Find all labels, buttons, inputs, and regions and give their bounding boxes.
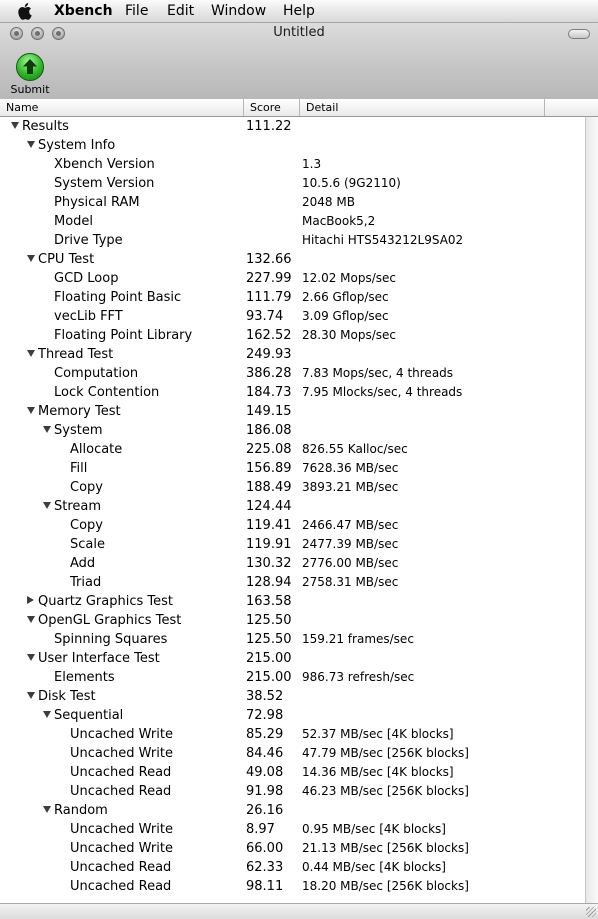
row-score: 111.79	[246, 290, 292, 305]
row-detail: 986.73 refresh/sec	[302, 670, 415, 684]
table-row[interactable]	[0, 820, 585, 839]
row-name: Spinning Squares	[54, 632, 168, 647]
table-row[interactable]	[0, 193, 585, 212]
table-row[interactable]	[0, 288, 585, 307]
table-row[interactable]	[0, 649, 585, 668]
table-row[interactable]	[0, 554, 585, 573]
menu-app-xbench[interactable]: Xbench	[54, 3, 113, 19]
row-detail: 159.21 frames/sec	[302, 632, 414, 646]
row-name: Elements	[54, 670, 115, 685]
row-name: Disk Test	[38, 689, 96, 704]
row-name: Sequential	[54, 708, 124, 723]
resize-grip-icon[interactable]	[586, 907, 596, 917]
row-score: 215.00	[246, 651, 292, 666]
column-header-detail[interactable]: Detail	[299, 99, 544, 116]
row-score: 156.89	[246, 461, 292, 476]
row-score: 215.00	[246, 670, 292, 685]
row-name: Computation	[54, 366, 139, 381]
row-name: Floating Point Basic	[54, 290, 182, 305]
row-name: Uncached Write	[70, 746, 173, 761]
row-detail: 2466.47 MB/sec	[302, 518, 399, 532]
row-name: Physical RAM	[54, 195, 140, 210]
row-detail: Hitachi HTS543212L9SA02	[302, 233, 464, 247]
table-row[interactable]	[0, 744, 585, 763]
row-score: 93.74	[246, 309, 284, 324]
row-name: GCD Loop	[54, 271, 119, 286]
row-score: 124.44	[246, 499, 292, 514]
table-row[interactable]	[0, 668, 585, 687]
row-name: Floating Point Library	[54, 328, 193, 343]
row-detail: 1.3	[302, 157, 322, 171]
row-name: System Version	[54, 176, 155, 191]
row-name: vecLib FFT	[54, 309, 123, 324]
table-row[interactable]	[0, 516, 585, 535]
disclosure-open-icon[interactable]	[11, 122, 19, 129]
disclosure-open-icon[interactable]	[27, 255, 35, 262]
table-row[interactable]	[0, 326, 585, 345]
row-name: Uncached Write	[70, 841, 173, 856]
row-detail: 2758.31 MB/sec	[302, 575, 399, 589]
table-row[interactable]	[0, 630, 585, 649]
table-row[interactable]	[0, 212, 585, 231]
disclosure-open-icon[interactable]	[27, 616, 35, 623]
row-name: Uncached Read	[70, 765, 172, 780]
column-header-spacer	[544, 99, 598, 116]
row-score: 149.15	[246, 404, 292, 419]
table-row[interactable]	[0, 801, 585, 820]
row-name: Stream	[54, 499, 102, 514]
row-score: 162.52	[246, 328, 292, 343]
row-score: 386.28	[246, 366, 292, 381]
row-score: 163.58	[246, 594, 292, 609]
table-row[interactable]	[0, 174, 585, 193]
disclosure-closed-icon[interactable]	[27, 596, 34, 604]
row-detail: 0.44 MB/sec [4K blocks]	[302, 860, 446, 874]
disclosure-open-icon[interactable]	[43, 806, 51, 813]
row-name: Add	[70, 556, 96, 571]
row-name: Scale	[70, 537, 105, 552]
row-score: 38.52	[246, 689, 284, 704]
table-row[interactable]	[0, 136, 585, 155]
table-row[interactable]	[0, 231, 585, 250]
row-name: Uncached Read	[70, 879, 172, 894]
row-score: 72.98	[246, 708, 284, 723]
row-score: 85.29	[246, 727, 284, 742]
row-score: 98.11	[246, 879, 284, 894]
table-row[interactable]	[0, 459, 585, 478]
row-score: 188.49	[246, 480, 292, 495]
row-name: Uncached Write	[70, 727, 173, 742]
row-detail: 52.37 MB/sec [4K blocks]	[302, 727, 454, 741]
table-row[interactable]	[0, 687, 585, 706]
row-detail: 12.02 Mops/sec	[302, 271, 397, 285]
row-detail: 3.09 Gflop/sec	[302, 309, 389, 323]
disclosure-open-icon[interactable]	[27, 654, 35, 661]
table-row[interactable]	[0, 364, 585, 383]
row-score: 249.93	[246, 347, 292, 362]
column-header-score[interactable]: Score	[243, 99, 299, 116]
disclosure-open-icon[interactable]	[43, 426, 51, 433]
row-score: 227.99	[246, 271, 292, 286]
row-score: 132.66	[246, 252, 292, 267]
table-row[interactable]	[0, 839, 585, 858]
row-score: 119.41	[246, 518, 292, 533]
row-name: Fill	[70, 461, 88, 476]
row-name: Random	[54, 803, 108, 818]
row-name: Uncached Read	[70, 784, 172, 799]
row-name: Model	[54, 214, 94, 229]
table-row[interactable]	[0, 250, 585, 269]
vertical-scrollbar[interactable]	[585, 117, 598, 903]
row-score: 26.16	[246, 803, 284, 818]
row-name: Quartz Graphics Test	[38, 594, 173, 609]
row-score: 49.08	[246, 765, 284, 780]
table-row[interactable]	[0, 573, 585, 592]
row-name: Allocate	[70, 442, 123, 457]
row-score: 125.50	[246, 632, 292, 647]
table-row[interactable]	[0, 535, 585, 554]
table-row[interactable]	[0, 725, 585, 744]
row-detail: 3893.21 MB/sec	[302, 480, 399, 494]
row-detail: 826.55 Kalloc/sec	[302, 442, 408, 456]
table-row[interactable]	[0, 877, 585, 896]
row-name: OpenGL Graphics Test	[38, 613, 182, 628]
table-row[interactable]	[0, 155, 585, 174]
row-name: Triad	[70, 575, 102, 590]
apple-menu-icon[interactable]	[18, 0, 38, 22]
disclosure-open-icon[interactable]	[27, 350, 35, 357]
table-header	[0, 99, 598, 117]
table-row[interactable]	[0, 592, 585, 611]
disclosure-open-icon[interactable]	[27, 141, 35, 148]
table-row[interactable]	[0, 763, 585, 782]
row-score: 128.94	[246, 575, 292, 590]
row-name: Drive Type	[54, 233, 123, 248]
disclosure-open-icon[interactable]	[27, 407, 35, 414]
menu-window[interactable]: Window	[211, 3, 267, 19]
table-row[interactable]	[0, 117, 585, 136]
window-toolbar	[0, 23, 598, 100]
row-name: Copy	[70, 518, 103, 533]
row-name: Memory Test	[38, 404, 121, 419]
table-row[interactable]	[0, 307, 585, 326]
row-name: System	[54, 423, 103, 438]
row-detail: 7628.36 MB/sec	[302, 461, 399, 475]
row-name: Uncached Read	[70, 860, 172, 875]
table-row[interactable]	[0, 383, 585, 402]
row-detail: 18.20 MB/sec [256K blocks]	[302, 879, 469, 893]
row-name: Thread Test	[38, 347, 114, 362]
row-detail: MacBook5,2	[302, 214, 376, 228]
column-header-name[interactable]: Name	[6, 101, 39, 114]
menu-bar	[0, 0, 598, 23]
table-row[interactable]	[0, 858, 585, 877]
submit-button[interactable]	[8, 53, 52, 97]
table-row[interactable]	[0, 497, 585, 516]
row-score: 111.22	[246, 119, 292, 134]
row-detail: 47.79 MB/sec [256K blocks]	[302, 746, 469, 760]
row-detail: 7.83 Mops/sec, 4 threads	[302, 366, 454, 380]
disclosure-open-icon[interactable]	[43, 502, 51, 509]
toolbar-toggle-button[interactable]	[568, 29, 590, 39]
row-name: Results	[22, 119, 69, 134]
table-row[interactable]	[0, 478, 585, 497]
row-detail: 14.36 MB/sec [4K blocks]	[302, 765, 454, 779]
row-score: 8.97	[246, 822, 275, 837]
row-name: Lock Contention	[54, 385, 160, 400]
row-name: Uncached Write	[70, 822, 173, 837]
table-row[interactable]	[0, 402, 585, 421]
disclosure-open-icon[interactable]	[27, 692, 35, 699]
row-detail: 2.66 Gflop/sec	[302, 290, 389, 304]
row-score: 125.50	[246, 613, 292, 628]
row-score: 130.32	[246, 556, 292, 571]
row-name: User Interface Test	[38, 651, 160, 666]
row-detail: 2048 MB	[302, 195, 355, 209]
table-row[interactable]	[0, 421, 585, 440]
menu-file[interactable]: File	[125, 3, 149, 19]
row-score: 84.46	[246, 746, 284, 761]
window-title: Untitled	[273, 25, 325, 40]
row-score: 184.73	[246, 385, 292, 400]
row-name: CPU Test	[38, 252, 95, 267]
table-row[interactable]	[0, 706, 585, 725]
menu-edit[interactable]: Edit	[167, 3, 195, 19]
row-score: 186.08	[246, 423, 292, 438]
row-name: Xbench Version	[54, 157, 155, 172]
table-row[interactable]	[0, 440, 585, 459]
row-detail: 0.95 MB/sec [4K blocks]	[302, 822, 446, 836]
row-detail: 10.5.6 (9G2110)	[302, 176, 401, 190]
submit-arrow-up-icon	[16, 53, 44, 81]
row-score: 225.08	[246, 442, 292, 457]
table-row[interactable]	[0, 611, 585, 630]
row-name: Copy	[70, 480, 103, 495]
disclosure-open-icon[interactable]	[43, 711, 51, 718]
row-detail: 7.95 Mlocks/sec, 4 threads	[302, 385, 463, 399]
table-row[interactable]	[0, 269, 585, 288]
row-detail: 21.13 MB/sec [256K blocks]	[302, 841, 469, 855]
row-score: 66.00	[246, 841, 284, 856]
horizontal-scrollbar[interactable]	[0, 903, 598, 919]
row-detail: 2477.39 MB/sec	[302, 537, 399, 551]
row-detail: 28.30 Mops/sec	[302, 328, 397, 342]
row-name: System Info	[38, 138, 116, 153]
submit-label: Submit	[10, 83, 50, 96]
row-score: 91.98	[246, 784, 284, 799]
row-score: 119.91	[246, 537, 292, 552]
menu-help[interactable]: Help	[283, 3, 315, 19]
row-score: 62.33	[246, 860, 284, 875]
row-detail: 46.23 MB/sec [256K blocks]	[302, 784, 469, 798]
table-row[interactable]	[0, 782, 585, 801]
row-detail: 2776.00 MB/sec	[302, 556, 399, 570]
table-row[interactable]	[0, 345, 585, 364]
